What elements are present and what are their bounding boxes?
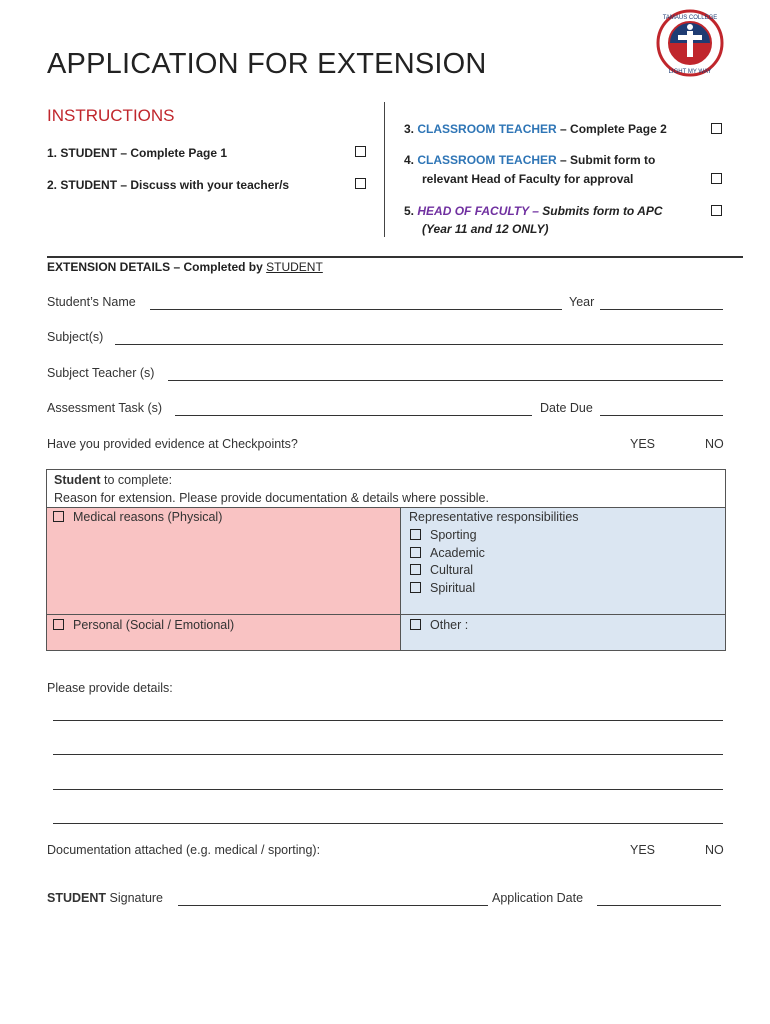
representative-heading: Representative responsibilities bbox=[409, 510, 579, 524]
step-2-checkbox[interactable] bbox=[355, 178, 366, 189]
signature-field[interactable] bbox=[178, 905, 488, 906]
instruction-step-4: 4. CLASSROOM TEACHER – Submit form to bbox=[404, 153, 656, 167]
step-1-checkbox[interactable] bbox=[355, 146, 366, 157]
details-line-2[interactable] bbox=[53, 754, 723, 755]
student-name-label: Student’s Name bbox=[47, 295, 136, 309]
other-checkbox[interactable] bbox=[410, 619, 421, 630]
details-line-4[interactable] bbox=[53, 823, 723, 824]
rep-cultural-option[interactable]: Cultural bbox=[410, 563, 473, 577]
rep-academic-option[interactable]: Academic bbox=[410, 546, 485, 560]
instruction-step-3: 3. CLASSROOM TEACHER – Complete Page 2 bbox=[404, 122, 667, 136]
svg-text:LIGHT MY WAY: LIGHT MY WAY bbox=[668, 69, 712, 75]
reason-intro: Student to complete: bbox=[54, 473, 173, 487]
step-4-checkbox[interactable] bbox=[711, 173, 722, 184]
assessment-task-field[interactable] bbox=[175, 415, 532, 416]
medical-option[interactable]: Medical reasons (Physical) bbox=[53, 510, 222, 524]
instruction-step-2: 2. STUDENT – Discuss with your teacher/s bbox=[47, 178, 290, 192]
instructions-divider bbox=[384, 102, 385, 237]
academic-checkbox[interactable] bbox=[410, 547, 421, 558]
college-logo bbox=[656, 9, 724, 77]
details-line-1[interactable] bbox=[53, 720, 723, 721]
assessment-task-label: Assessment Task (s) bbox=[47, 401, 163, 415]
instruction-step-5: 5. HEAD OF FACULTY – Submits form to APC bbox=[404, 204, 663, 218]
provide-details-label: Please provide details: bbox=[47, 681, 173, 695]
subjects-label: Subject(s) bbox=[47, 330, 104, 344]
other-option[interactable]: Other : bbox=[410, 618, 468, 632]
medical-checkbox[interactable] bbox=[53, 511, 64, 522]
personal-checkbox[interactable] bbox=[53, 619, 64, 630]
year-label: Year bbox=[569, 295, 595, 309]
evidence-question: Have you provided evidence at Checkpoints? bbox=[47, 437, 298, 451]
instructions-heading: INSTRUCTIONS bbox=[47, 106, 175, 125]
instruction-step-4-line2: relevant Head of Faculty for approval bbox=[422, 172, 634, 186]
step-5-checkbox[interactable] bbox=[711, 205, 722, 216]
student-name-field[interactable] bbox=[150, 309, 562, 310]
rep-sporting-option[interactable]: Sporting bbox=[410, 528, 477, 542]
documentation-question: Documentation attached (e.g. medical / sporting): bbox=[47, 843, 321, 857]
evidence-yes-option[interactable]: YES bbox=[630, 437, 656, 451]
reason-instruction: Reason for extension. Please provide documentation & details where possible. bbox=[54, 491, 489, 505]
subject-teacher-field[interactable] bbox=[168, 380, 723, 381]
personal-option[interactable]: Personal (Social / Emotional) bbox=[53, 618, 234, 632]
step-3-checkbox[interactable] bbox=[711, 123, 722, 134]
instruction-step-5-line2: (Year 11 and 12 ONLY) bbox=[422, 222, 549, 236]
sporting-checkbox[interactable] bbox=[410, 529, 421, 540]
documentation-yes-option[interactable]: YES bbox=[630, 843, 656, 857]
instruction-step-1: 1. STUDENT – Complete Page 1 bbox=[47, 146, 228, 160]
details-line-3[interactable] bbox=[53, 789, 723, 790]
cultural-checkbox[interactable] bbox=[410, 564, 421, 575]
page-title: APPLICATION FOR EXTENSION bbox=[47, 48, 487, 80]
date-due-label: Date Due bbox=[540, 401, 593, 415]
signature-label: STUDENT Signature bbox=[47, 891, 164, 905]
section-divider bbox=[47, 256, 743, 258]
spiritual-checkbox[interactable] bbox=[410, 582, 421, 593]
subject-teacher-label: Subject Teacher (s) bbox=[47, 366, 155, 380]
date-due-field[interactable] bbox=[600, 415, 723, 416]
year-field[interactable] bbox=[600, 309, 723, 310]
application-date-label: Application Date bbox=[492, 891, 584, 905]
extension-details-heading: EXTENSION DETAILS – Completed by STUDENT bbox=[47, 260, 323, 274]
evidence-no-option[interactable]: NO bbox=[705, 437, 724, 451]
application-date-field[interactable] bbox=[597, 905, 721, 906]
documentation-no-option[interactable]: NO bbox=[705, 843, 724, 857]
subjects-field[interactable] bbox=[115, 344, 723, 345]
svg-text:TAMAUS COLLEGE: TAMAUS COLLEGE bbox=[662, 15, 718, 21]
rep-spiritual-option[interactable]: Spiritual bbox=[410, 581, 475, 595]
